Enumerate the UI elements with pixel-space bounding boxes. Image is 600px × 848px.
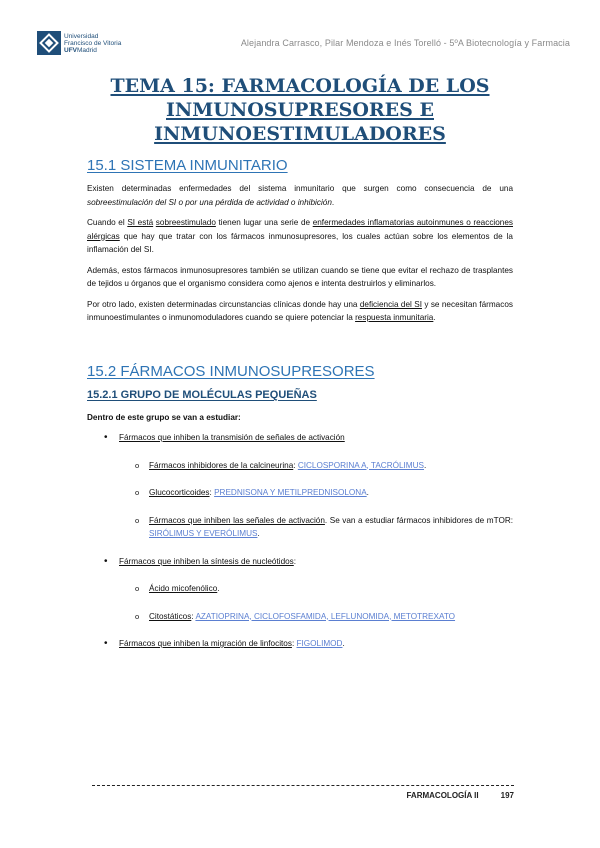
text: . [324,515,330,525]
text: . [424,460,427,470]
ufv-logo-icon [37,31,61,55]
text: : [293,460,298,470]
drug-link[interactable]: FIGOLIMOD [296,639,343,648]
drug-link[interactable]: CICLOSPORINA A, TACRÓLIMUS [297,460,425,470]
sub-list-item [87,514,513,541]
paragraph-1 [87,182,513,209]
text: : [191,611,196,621]
sub-list-item [87,459,513,473]
text: Se van a estudiar fármacos inhibidores de mTOR: [329,515,514,525]
drug-link[interactable]: SIRÓLIMUS Y EVERÓLIMUS [149,529,258,538]
sub-item-label: Fármacos inhibidores de la calcineurina [149,460,294,470]
text: . [342,639,345,648]
paragraph-4 [87,298,513,325]
drug-link[interactable]: AZATIOPRINA, CICLOFOSFAMIDA, LEFLUNOMIDA, METOTREXATO [195,611,456,621]
section-heading-15-1: 15.1 SISTEMA INMUNITARIO [87,157,288,174]
text: que hay que tratar con los fármacos inmunosupresores, los cuales actúan sobre los elementos de la inflamación del SI. [87,231,513,254]
drug-link[interactable]: PREDNISONA Y METILPREDNISOLONA [214,488,367,497]
text: . [433,313,436,322]
page-footer [406,791,514,800]
title-line-1: TEMA 15: FARMACOLOGÍA DE LOS [110,75,490,97]
title-line-2: INMUNOSUPRESORES E [166,99,434,121]
text: . [217,584,220,593]
underlined-text: deficiencia del SI [359,299,422,309]
university-logo [37,31,121,55]
logo-text [64,33,121,54]
text: Cuando el [87,218,128,227]
text: tienen lugar una serie de [215,218,313,227]
subsection-heading-15-2-1: 15.2.1 GRUPO DE MOLÉCULAS PEQUEÑAS [87,388,317,401]
underlined-text: SI está [127,218,154,227]
logo-line-3-bold: UFV [64,46,77,54]
sub-list-item [87,610,513,624]
sub-item-label: Glucocorticoides [149,488,210,497]
section-heading-15-2: 15.2 FÁRMACOS INMUNOSUPRESORES [87,362,375,380]
text: . [366,488,369,497]
list-item-label: Fármacos que inhiben la síntesis de nucleótidos [119,556,294,566]
sub-item-label: Fármacos que inhiben las señales de activación [149,515,325,525]
footer-subject: FARMACOLOGÍA II [406,791,479,800]
text: . [331,197,335,207]
list-item-label: Fármacos que inhiben la transmisión de señales de activación [119,433,345,442]
underlined-text: enfermedades inflamatorias autoinmunes o reacciones alérgicas [87,218,513,241]
sub-list-item [87,486,513,500]
logo-line-2: Francisco de Vitoria [64,39,122,47]
logo-line-1: Universidad [64,32,99,40]
text: Existen determinadas enfermedades del sistema inmunitario que surgen como consecuencia de una [87,184,513,193]
list-item [87,555,513,569]
text: . [257,529,260,538]
header-authors: Alejandra Carrasco, Pilar Mendoza e Inés Torelló - 5ºA Biotecnología y Farmacia [240,38,570,48]
sub-item-label: Ácido micofenólico [149,584,218,593]
text: y se necesitan fármacos inmunoestimulantes o inmunomoduladores cuando se quiere potenciar la [87,299,513,322]
italic-text: sobreestimulación del SI o por una pérdida de actividad o inhibición [87,197,332,207]
list-item [87,431,513,445]
sub-list-item [87,582,513,596]
page-title [90,74,510,146]
underlined-text: sobreestimulado [155,218,216,227]
text: Por otro lado, existen determinadas circunstancias clínicas donde hay una [87,299,360,309]
text: : [209,488,215,497]
page-number: 197 [500,791,514,800]
intro-text: Dentro de este grupo se van a estudiar: [87,412,241,422]
drug-group-list [87,431,513,651]
title-line-3: INMUNOESTIMULADORES [154,123,446,145]
document-body [87,156,513,665]
logo-line-3: Madrid [77,46,97,54]
paragraph-3: Además, estos fármacos inmunosupresores también se utilizan cuando se tiene que evitar el rechazo de trasplantes de tejidos u órganos que el organismo considera como ajenos e intenta destruirlos y eliminarlos. [87,265,513,288]
sub-item-label: Citostáticos [149,611,192,621]
paragraph-2 [87,216,513,257]
footer-divider [92,785,514,786]
text: : [291,639,297,648]
list-item [87,637,513,651]
text: : [293,556,297,566]
underlined-text: respuesta inmunitaria [355,313,434,322]
list-item-label: Fármacos que inhiben la migración de linfocitos [119,639,292,648]
